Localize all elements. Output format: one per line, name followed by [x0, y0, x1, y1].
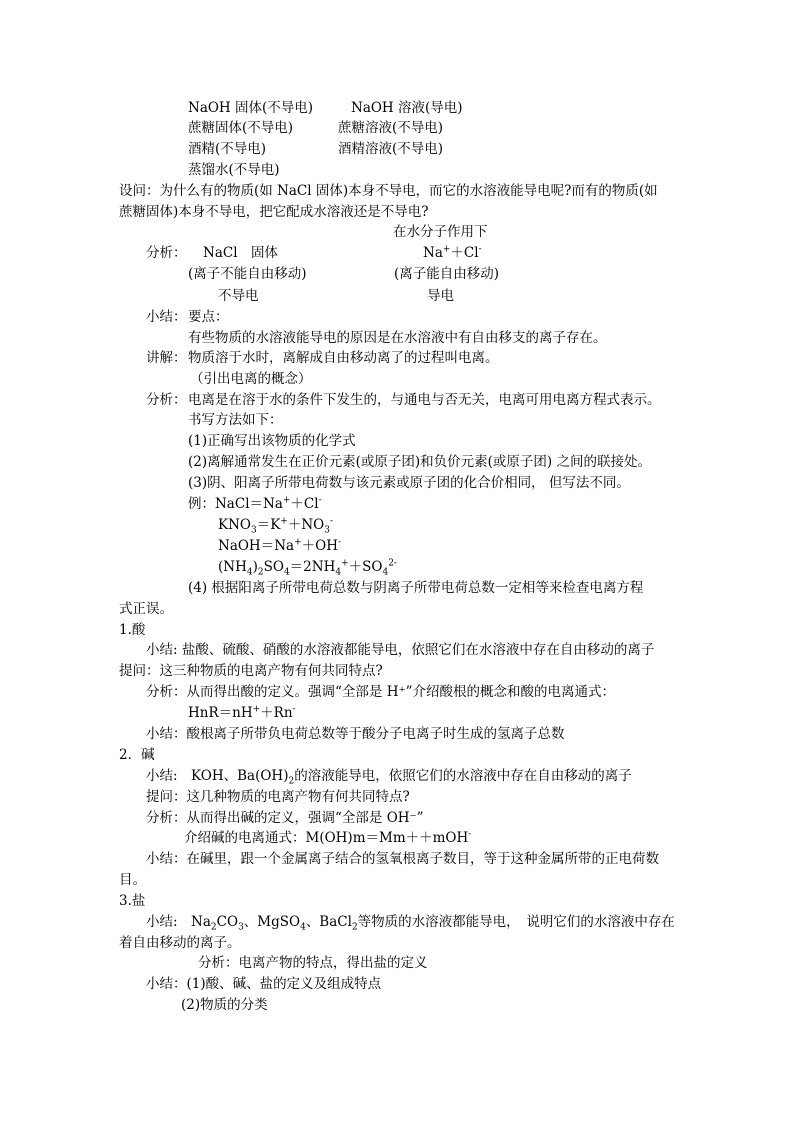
acid-summary-2: 小结：酸根离子所带负电荷总数等于酸分子电离子时生成的氢离子总数: [146, 726, 565, 742]
condition-label: 在水分子作用下: [393, 224, 488, 240]
analysis-right-3: 导电: [427, 288, 454, 304]
base-analysis: 分析：从而得出碱的定义，强调“全部是 OH⁻”: [146, 810, 424, 826]
salt-analysis: 分析：电离产物的特点，得出盐的定义: [198, 955, 428, 971]
salt-summary-cont: 着自由移动的离子。: [119, 935, 241, 951]
row-sugar-solution: 蔗糖溶液(不导电): [338, 120, 444, 136]
acid-question: 提问：这三种物质的电离产物有何共同特点?: [119, 663, 383, 679]
acid-summary: 小结: 盐酸、硫酸、硝酸的水溶液都能导电，依照它们在水溶液中存在自由移动的离子: [146, 642, 655, 658]
row-alcohol: 酒精(不导电): [188, 141, 267, 157]
example-4: $(NH_4)_2SO_4=2NH_4^++SO_4^{2-}$: [218, 558, 397, 578]
step-2: (2)离解通常发生在正价元素(或原子团)和负价元素(或原子团) 之间的联接处。: [188, 454, 651, 470]
base-summary-2-cont: 目。: [119, 872, 146, 888]
summary-text: 要点：: [188, 309, 229, 325]
acid-title: 1.酸: [119, 622, 146, 638]
step-4: (4) 根据阳离子所带电荷总数与阴离子所带电荷总数一定相等来检查电离方程: [188, 580, 644, 596]
row-naoh-solid: NaOH 固体(不导电): [188, 100, 314, 116]
step-4-cont: 式正误。: [119, 601, 173, 617]
lecture-sub: （引出电离的概念）: [190, 371, 312, 387]
row-alcohol-solution: 酒精溶液(不导电): [338, 141, 444, 157]
lecture-text: 物质溶于水时，离解成自由移动离了的过程叫电离。: [188, 350, 499, 366]
summary-line: 有些物质的水溶液能导电的原因是在水溶液中有自由移支的离子存在。: [188, 330, 607, 346]
base-summary: 小结: KOH、$Ba(OH)_2$的溶液能导电，依照它们的水溶液中存在自由移动的离子: [146, 768, 632, 787]
analysis-right: Na+＋Cl-: [423, 244, 482, 261]
salt-summary: 小结: $Na_2CO_3$、MgSO$_4$、BaCl$_2$等物质的水溶液都能导电， 说明它们的水溶液中存在: [146, 914, 675, 933]
step-1: (1)正确写出该物质的化学式: [188, 433, 356, 449]
analysis-left: NaCl 固体: [203, 245, 279, 261]
acid-analysis: 分析：从而得出酸的定义。强调“全部是 H⁺”介绍酸根的概念和酸的电离通式：: [146, 684, 615, 700]
analysis-left-2: (离子不能自由移动): [188, 266, 307, 282]
analysis2-t2: 书写方法如下：: [188, 412, 283, 428]
lecture-label: 讲解：: [146, 350, 187, 366]
salt-summary-3: (2)物质的分类: [181, 997, 268, 1013]
summary-label: 小结：: [146, 309, 187, 325]
analysis-label: 分析：: [146, 245, 187, 261]
question-line-2: 蔗糖固体)本身不导电，把它配成水溶液还是不导电?: [119, 204, 429, 220]
question-line-1: 设问：为什么有的物质(如 NaCl 固体)本身不导电，而它的水溶液能导电呢?而有的物质(如: [119, 183, 658, 199]
analysis2-text: 电离是在溶于水的条件下发生的，与通电与否无关，电离可用电离方程式表示。: [188, 392, 661, 408]
salt-title: 3.盐: [119, 893, 146, 909]
analysis-right-2: (离子能自由移动): [394, 266, 500, 282]
example-1: 例：NaCl＝Na+＋Cl-: [188, 495, 322, 512]
base-title: 2．碱: [119, 747, 155, 763]
base-general: 介绍碱的电离通式：M(OH)m＝Mm＋＋mOH-: [184, 829, 472, 846]
base-question: 提问：这几种物质的电离产物有何共同特点?: [146, 789, 410, 805]
step-3: (3)阴、阳离子所带电荷数与该元素或原子团的化合价相同， 但写法不同。: [188, 475, 630, 491]
acid-formula: HnR＝nH+＋Rn-: [188, 704, 296, 721]
row-sugar-solid: 蔗糖固体(不导电): [188, 120, 294, 136]
base-summary-2: 小结：在碱里，跟一个金属离子结合的氢氧根离子数目，等于这种金属所带的正电荷数: [146, 851, 659, 867]
example-2: $KNO_3=K^++NO_3^-$: [218, 516, 334, 536]
row-distilled-water: 蒸馏水(不导电): [188, 162, 280, 178]
analysis2-label: 分析：: [146, 392, 187, 408]
salt-summary-2: 小结：(1)酸、碱、盐的定义及组成特点: [146, 976, 382, 992]
example-3: NaOH＝Na+＋OH-: [218, 537, 342, 554]
row-naoh-solution: NaOH 溶液(导电): [351, 100, 463, 116]
analysis-left-3: 不导电: [218, 288, 259, 304]
